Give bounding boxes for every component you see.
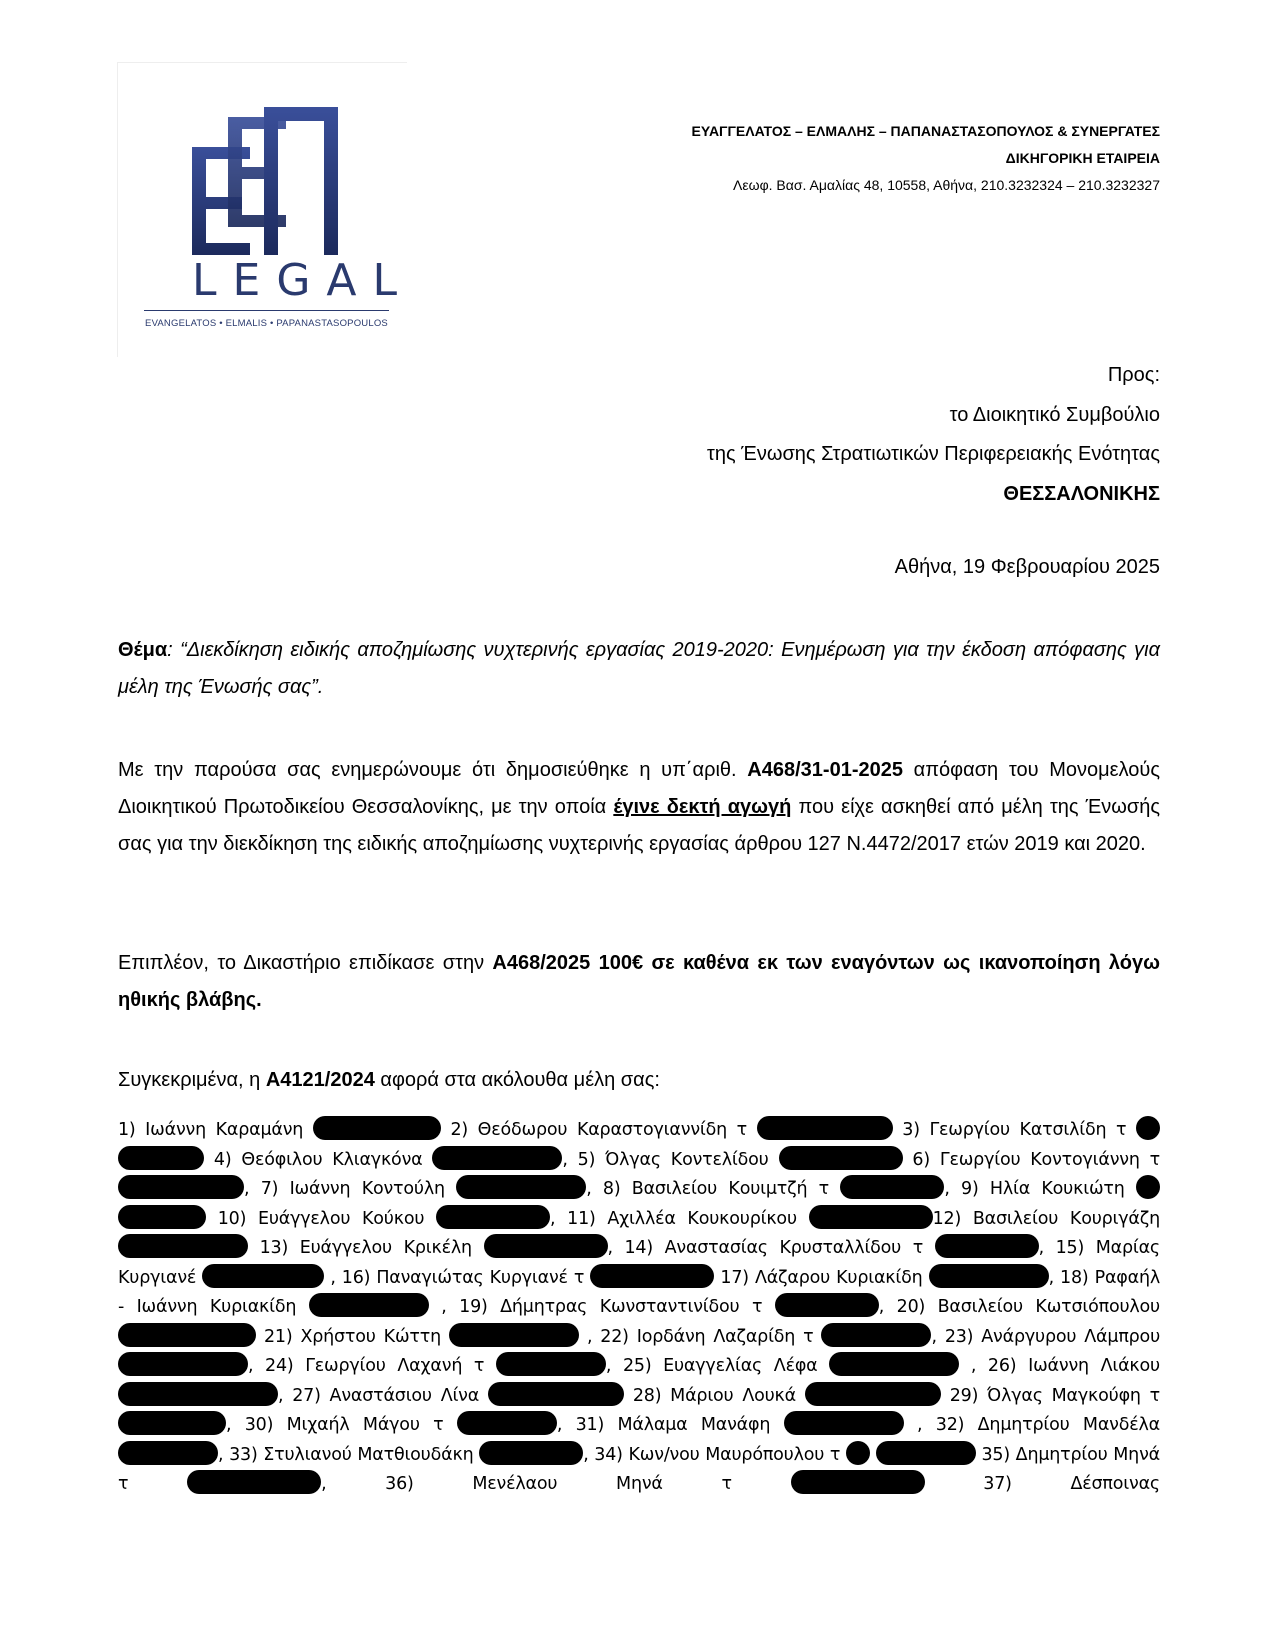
member-name: , 9) Ηλία Κουκιώτη <box>944 1179 1125 1199</box>
redaction-bar <box>935 1234 1039 1258</box>
member-name: 12) Βασιλείου Κουριγάζη <box>932 1208 1160 1229</box>
logo-divider <box>144 310 389 311</box>
redaction-bar <box>809 1205 933 1229</box>
member-name: 17) Λάζαρου Κυριακίδη <box>720 1267 923 1288</box>
redaction-bar <box>313 1116 441 1140</box>
member-name: 10) Ευάγγελου Κούκου <box>217 1208 425 1229</box>
firm-header <box>692 118 1160 199</box>
p3-text-c: αφορά στα ακόλουθα μέλη σας: <box>374 1069 660 1091</box>
member-name: 6) Γεωργίου Κοντογιάννη τ <box>912 1149 1160 1170</box>
member-name: , 8) Βασιλείου Κουιμτζή τ <box>586 1179 829 1199</box>
redaction-bar <box>187 1470 321 1494</box>
recipient-prefix: Προς: <box>1107 364 1160 386</box>
recipient-block <box>707 356 1160 514</box>
redaction-bar <box>118 1205 206 1229</box>
redaction-bar <box>118 1146 204 1170</box>
member-name: , 24) Γεωργίου Λαχανή τ <box>248 1356 485 1376</box>
letter-date: Αθήνα, 19 Φεβρουαρίου 2025 <box>894 556 1160 578</box>
redaction-bar <box>479 1441 583 1465</box>
redaction-bar <box>118 1382 278 1406</box>
member-name: 35) Δημητρίου Μηνά τ <box>118 1444 1160 1494</box>
member-name: , 14) Αναστασίας Κρυσταλλίδου τ <box>607 1238 924 1258</box>
subject-paragraph <box>118 632 1160 706</box>
redaction-bar <box>840 1175 944 1199</box>
redaction-bar <box>484 1234 608 1258</box>
redaction-bar <box>829 1352 959 1376</box>
redaction-bar <box>457 1411 557 1435</box>
recipient-line-3: ΘΕΣΣΑΛΟΝΙΚΗΣ <box>1003 482 1160 505</box>
member-name: , 34) Κων/νου Μαυρόπουλου τ <box>583 1444 841 1465</box>
p1-text-a: Με την παρούσα σας ενημερώνουμε ότι δημοσιεύθηκε η υπ΄αριθ. <box>118 759 748 781</box>
redaction-bar <box>929 1264 1049 1288</box>
member-name: , 23) Ανάργυρου Λάμπρου <box>931 1326 1160 1347</box>
redaction-bar <box>784 1411 904 1435</box>
member-name: 3) Γεωργίου Κατσιλίδη τ <box>902 1120 1127 1140</box>
member-name: , 25) Ευαγγελίας Λέφα <box>605 1356 818 1376</box>
member-name: , 26) Ιωάννη Λιάκου <box>970 1356 1160 1376</box>
p1-decision-ref: Α468/31-01-2025 <box>747 759 903 781</box>
redaction-bar <box>432 1146 562 1170</box>
redaction-bar <box>846 1441 870 1465</box>
recipient-line-2: της Ένωσης Στρατιωτικών Περιφερειακής Ενότητας <box>706 443 1160 465</box>
redaction-bar <box>757 1116 893 1140</box>
subject-text: : “Διεκδίκηση ειδικής αποζημίωσης νυχτερινής εργασίας 2019-2020: Ενημέρωση για την έκδοση απόφασης για μέλη της Ένωσής σας”. <box>118 639 1160 698</box>
member-name: 21) Χρήστου Κώττη <box>263 1326 441 1347</box>
body-paragraph-3 <box>118 1062 1160 1099</box>
firm-logo <box>117 62 414 357</box>
member-name: , 32) Δημητρίου Μανδέλα <box>917 1415 1160 1435</box>
p1-text-e: που είχε ασκηθεί από μέλη της Ένωσής σας για την διεκδίκηση της ειδικής αποζημίωσης νυχτερινής εργασίας άρθρου 127 Ν.4472/2017 ετών 2019 και 2020. <box>118 796 1161 855</box>
redaction-bar <box>779 1146 903 1170</box>
member-name: , 36) Μενέλαου Μηνά τ <box>321 1474 732 1494</box>
member-name: , 22) Ιορδάνη Λαζαρίδη τ <box>586 1326 814 1347</box>
redaction-bar <box>118 1352 248 1376</box>
redaction-bar <box>488 1382 624 1406</box>
firm-type: ΔΙΚΗΓΟΡΙΚΗ ΕΤΑΙΡΕΙΑ <box>1005 150 1160 166</box>
member-name: , 19) Δήμητρας Κωνσταντινίδου τ <box>441 1297 763 1317</box>
member-name: 13) Ευάγγελου Κρικέλη <box>259 1238 472 1258</box>
redaction-bar <box>496 1352 606 1376</box>
member-name: , 18) Ραφαήλ - Ιωάννη Κυριακίδη <box>118 1267 1161 1317</box>
member-name: , 30) Μιχαήλ Μάγου τ <box>226 1415 444 1435</box>
p1-accepted-phrase: έγινε δεκτή αγωγή <box>613 796 792 818</box>
p1-text-c: απόφαση του Μονομελούς Διοικητικού Πρωτοδικείου Θεσσαλονίκης, με την οποία <box>118 759 1160 818</box>
member-name: , 16) Παναγιώτας Κυργιανέ τ <box>330 1267 585 1288</box>
members-list <box>118 1116 1160 1500</box>
redaction-bar <box>805 1382 941 1406</box>
redaction-bar <box>202 1264 324 1288</box>
redaction-bar <box>436 1205 550 1229</box>
redaction-bar <box>791 1470 925 1494</box>
redaction-bar <box>456 1175 586 1199</box>
redaction-bar <box>309 1293 429 1317</box>
logo-tagline: EVANGELATOS • ELMALIS • PAPANASTASOPOULOS <box>145 318 388 329</box>
redaction-bar <box>1136 1175 1160 1199</box>
member-name: , 33) Στυλιανού Ματθιουδάκη <box>218 1444 474 1465</box>
logo-wordmark: LEGAL <box>192 255 414 306</box>
member-name: , 7) Ιωάννη Κοντούλη <box>244 1179 445 1199</box>
redaction-bar <box>876 1441 976 1465</box>
redaction-bar <box>775 1293 879 1317</box>
member-name: , 31) Μάλαμα Μανάφη <box>556 1415 771 1435</box>
member-name: 2) Θεόδωρου Καραστογιαννίδη τ <box>450 1120 747 1140</box>
p2-text-a: Επιπλέον, το Δικαστήριο επιδίκασε στην <box>118 952 493 974</box>
member-name: , 27) Αναστάσιου Λίνα <box>278 1385 480 1406</box>
redaction-bar <box>118 1175 244 1199</box>
member-name: 1) Ιωάννη Καραμάνη <box>118 1120 304 1140</box>
subject-label: Θέμα <box>118 639 168 661</box>
member-name: 4) Θεόφιλου Κλιαγκόνα <box>213 1149 423 1170</box>
member-name: , 20) Βασιλείου Κωτσιόπουλου <box>878 1297 1160 1317</box>
redaction-bar <box>118 1234 248 1258</box>
member-name: , 5) Όλγας Κοντελίδου <box>562 1149 769 1170</box>
firm-address: Λεωφ. Βασ. Αμαλίας 48, 10558, Αθήνα, 210.3232324 – 210.3232327 <box>733 177 1160 193</box>
member-name: 29) Όλγας Μαγκούφη τ <box>949 1385 1160 1406</box>
recipient-line-1: το Διοικητικό Συμβούλιο <box>949 403 1160 426</box>
p3-text-a: Συγκεκριμένα, η <box>118 1069 266 1091</box>
body-paragraph-1 <box>118 752 1160 863</box>
redaction-bar <box>821 1323 931 1347</box>
redaction-bar <box>118 1323 256 1347</box>
redaction-bar <box>118 1441 218 1465</box>
member-name: , 11) Αχιλλέα Κουκουρίκου <box>550 1208 797 1229</box>
redaction-bar <box>449 1323 579 1347</box>
logo-frame-top <box>117 62 407 63</box>
redaction-bar <box>1136 1116 1160 1140</box>
body-paragraph-2 <box>118 945 1160 1019</box>
member-name: , 15) Μαρίας Κυργιανέ <box>118 1238 1160 1288</box>
logo-frame-left <box>117 62 118 357</box>
firm-name: ΕΥΑΓΓΕΛΑΤΟΣ – ΕΛΜΑΛΗΣ – ΠΑΠΑΝΑΣΤΑΣΟΠΟΥΛΟΣ & ΣΥΝΕΡΓΑΤΕΣ <box>691 123 1160 139</box>
logo-monogram-icon <box>190 107 340 257</box>
member-name: 28) Μάριου Λουκά <box>632 1385 796 1406</box>
p3-decision-ref: Α4121/2024 <box>265 1069 375 1091</box>
redaction-bar <box>118 1411 226 1435</box>
member-name: 37) Δέσποινας <box>983 1474 1160 1494</box>
p2-award-text: Α468/2025 100€ σε καθένα εκ των εναγόντων ως ικανοποίηση λόγω ηθικής βλάβης. <box>118 952 1160 1011</box>
redaction-bar <box>590 1264 714 1288</box>
